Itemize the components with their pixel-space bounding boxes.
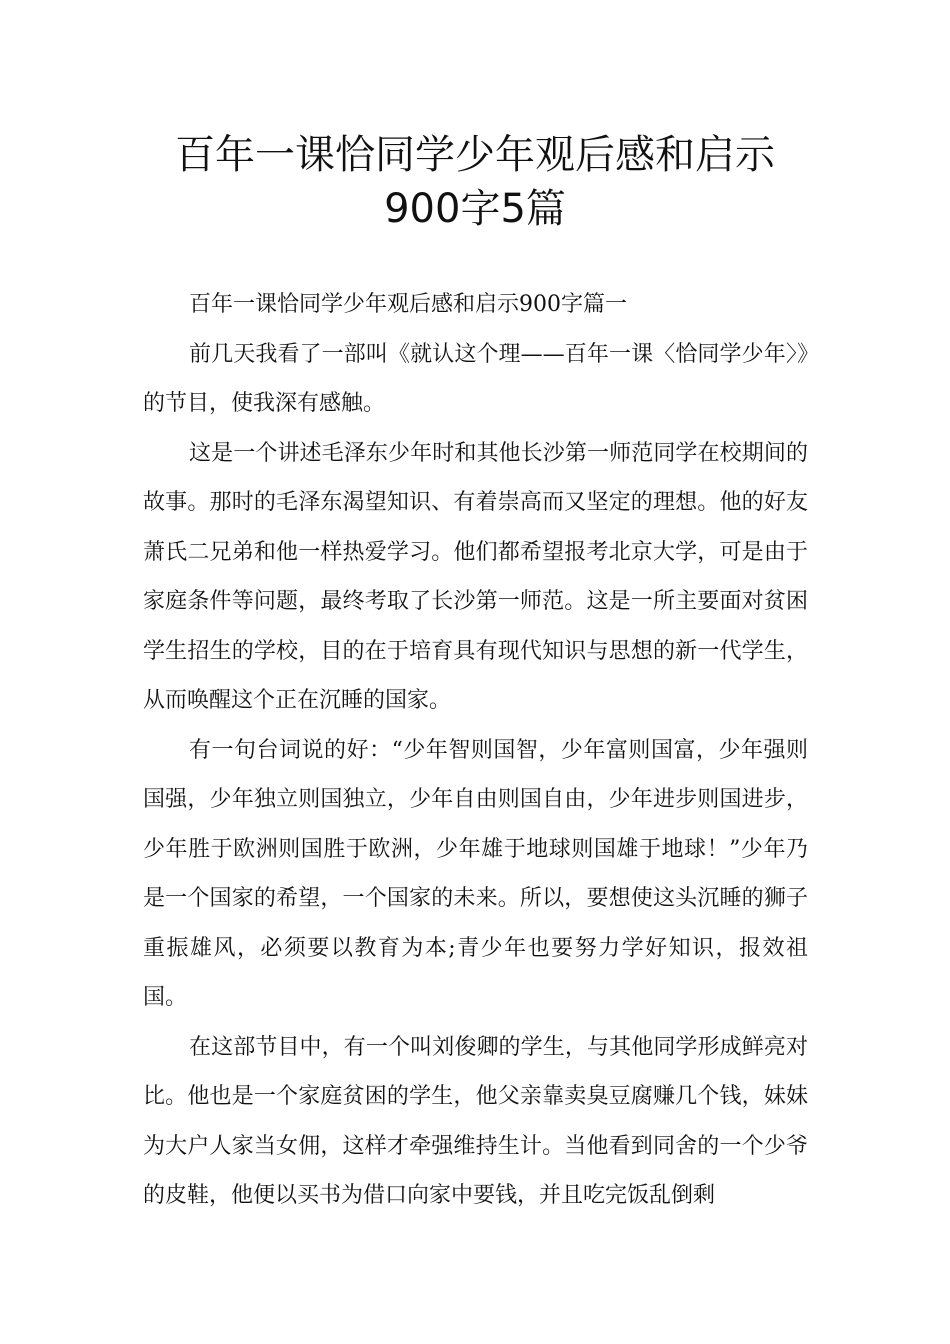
document-title: 百年一课恰同学少年观后感和启示900字5篇 — [175, 132, 775, 232]
section-heading: 百年一课恰同学少年观后感和启示900字篇一 — [189, 292, 627, 317]
paragraph: 前几天我看了一部叫《就认这个理——百年一课〈恰同学少年〉》的节目，使我深有感触。 — [143, 341, 808, 416]
document-body — [143, 280, 808, 1221]
paragraph: 这是一个讲述毛泽东少年时和其他长沙第一师范同学在校期间的故事。那时的毛泽东渴望知识、有着崇高而又坚定的理想。他的好友萧氏二兄弟和他一样热爱学习。他们都希望报考北京大学，可是由于家庭条件等问题，最终考取了长沙第一师范。这是一所主要面对贫困学生招生的学校，目的在于培育具有现代知识与思想的新一代学生，从而唤醒这个正在沉睡的国家。 — [143, 440, 808, 713]
paragraph: 有一句台词说的好：“少年智则国智，少年富则国富，少年强则国强，少年独立则国独立，少年自由则国自由，少年进步则国进步，少年胜于欧洲则国胜于欧洲，少年雄于地球则国雄于地球！”少年乃是一个国家的希望，一个国家的未来。所以，要想使这头沉睡的狮子重振雄风，必须要以教育为本;青少年也要努力学好知识，报效祖国。 — [143, 737, 808, 1010]
paragraph: 在这部节目中，有一个叫刘俊卿的学生，与其他同学形成鲜亮对比。他也是一个家庭贫困的学生，他父亲靠卖臭豆腐赚几个钱，妹妹为大户人家当女佣，这样才牵强维持生计。当他看到同舍的一个少爷的皮鞋，他便以买书为借口向家中要钱，并且吃完饭乱倒剩 — [143, 1034, 808, 1208]
